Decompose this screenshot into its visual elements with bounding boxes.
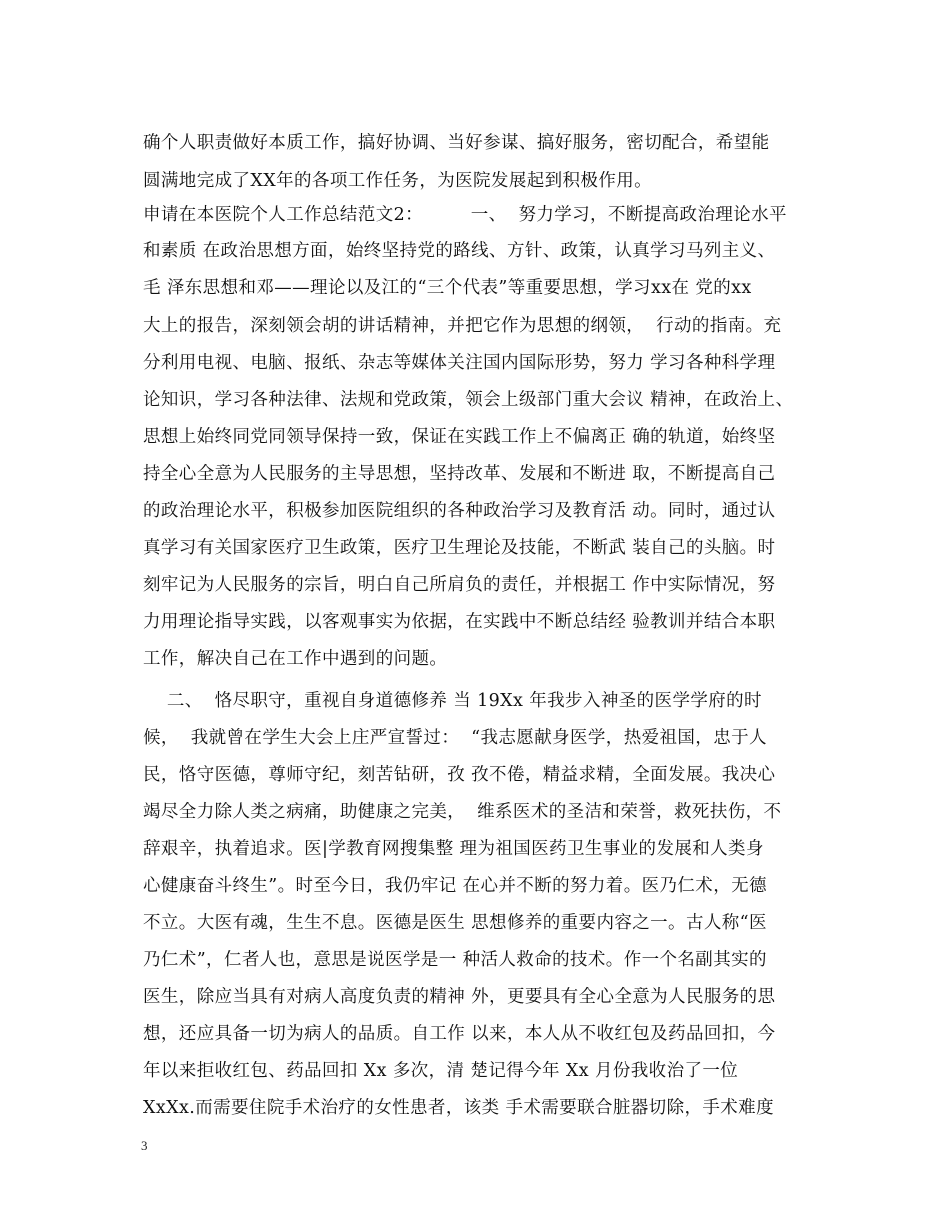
text-line: 民，恪守医德，尊师守纪，刻苦钻研，孜 孜不倦，精益求精，全面发展。我决心: [143, 765, 776, 785]
text-line: 毛 泽东思想和邓——理论以及江的“三个代表”等重要思想，学习xx在 党的xx: [143, 278, 752, 298]
text-line: 申请在本医院个人工作总结范文2： 一、 努力学习，不断提高政治理论水平: [143, 205, 787, 225]
text-line: 和素质 在政治思想方面，始终坚持党的路线、方针、政策，认真学习马列主义、: [143, 241, 776, 261]
text-line: 确个人职责做好本质工作，搞好协调、当好参谋、搞好服务，密切配合，希望能: [143, 133, 770, 153]
text-line: 工作，解决自己在工作中遇到的问题。: [143, 649, 448, 669]
text-line: 的政治理论水平，积极参加医院组织的各种政治学习及教育活 动。同时，通过认: [143, 501, 776, 521]
text-line: XxXx.而需要住院手术治疗的女性患者，该类 手术需要联合脏器切除，手术难度: [143, 1098, 774, 1118]
text-line: 想，还应具备一切为病人的品质。自工作 以来，本人从不收红包及药品回扣，今: [143, 1024, 776, 1044]
page-number: 3: [141, 1138, 148, 1153]
text-line: 不立。大医有魂，生生不息。医德是医生 思想修养的重要内容之一。古人称“医: [143, 913, 767, 933]
text-line: 真学习有关国家医疗卫生政策，医疗卫生理论及技能，不断武 装自己的头脑。时: [143, 538, 776, 558]
text-line: 持全心全意为人民服务的主导思想，坚持改革、发展和不断进 取，不断提高自己: [143, 464, 776, 484]
text-line: 大上的报告，深刻领会胡的讲话精神，并把它作为思想的纲领， 行动的指南。充: [143, 316, 782, 336]
text-line: 力用理论指导实践，以客观事实为依据，在实践中不断总结经 验教训并结合本职: [143, 612, 776, 632]
text-line: 思想上始终同党同领导保持一致，保证在实践工作上不偏离正 确的轨道，始终坚: [143, 427, 776, 447]
text-line: 辞艰辛，执着追求。医|学教育网搜集整 理为祖国医药卫生事业的发展和人类身: [143, 839, 764, 859]
text-line: 二、 恪尽职守，重视自身道德修养 当 19Xx 年我步入神圣的医学学府的时: [143, 691, 762, 711]
text-line: 竭尽全力除人类之病痛，助健康之完美， 维系医术的圣洁和荣誉，救死扶伤，不: [143, 802, 782, 822]
text-line: 候， 我就曾在学生大会上庄严宣誓过： “我志愿献身医学，热爱祖国，忠于人: [143, 728, 767, 748]
text-line: 心健康奋斗终生”。时至今日，我仍牢记 在心并不断的努力着。医乃仁术，无德: [143, 876, 767, 896]
text-line: 医生，除应当具有对病人高度负责的精神 外，更要具有全心全意为人民服务的思: [143, 987, 776, 1007]
text-line: 刻牢记为人民服务的宗旨，明白自己所肩负的责任，并根据工 作中实际情况，努: [143, 575, 776, 595]
text-line: 分利用电视、电脑、报纸、杂志等媒体关注国内国际形势，努力 学习各种科学理: [143, 353, 776, 373]
text-line: 年以来拒收红包、药品回扣 Xx 多次，清 楚记得今年 Xx 月份我收治了一位: [143, 1061, 739, 1081]
text-line: 乃仁术”，仁者人也，意思是说医学是一 种活人救命的技术。作一个名副其实的: [143, 950, 767, 970]
text-line: 论知识，学习各种法律、法规和党政策，领会上级部门重大会议 精神，在政治上、: [143, 390, 794, 410]
text-line: 圆满地完成了XX年的各项工作任务，为医院发展起到积极作用。: [143, 171, 653, 191]
